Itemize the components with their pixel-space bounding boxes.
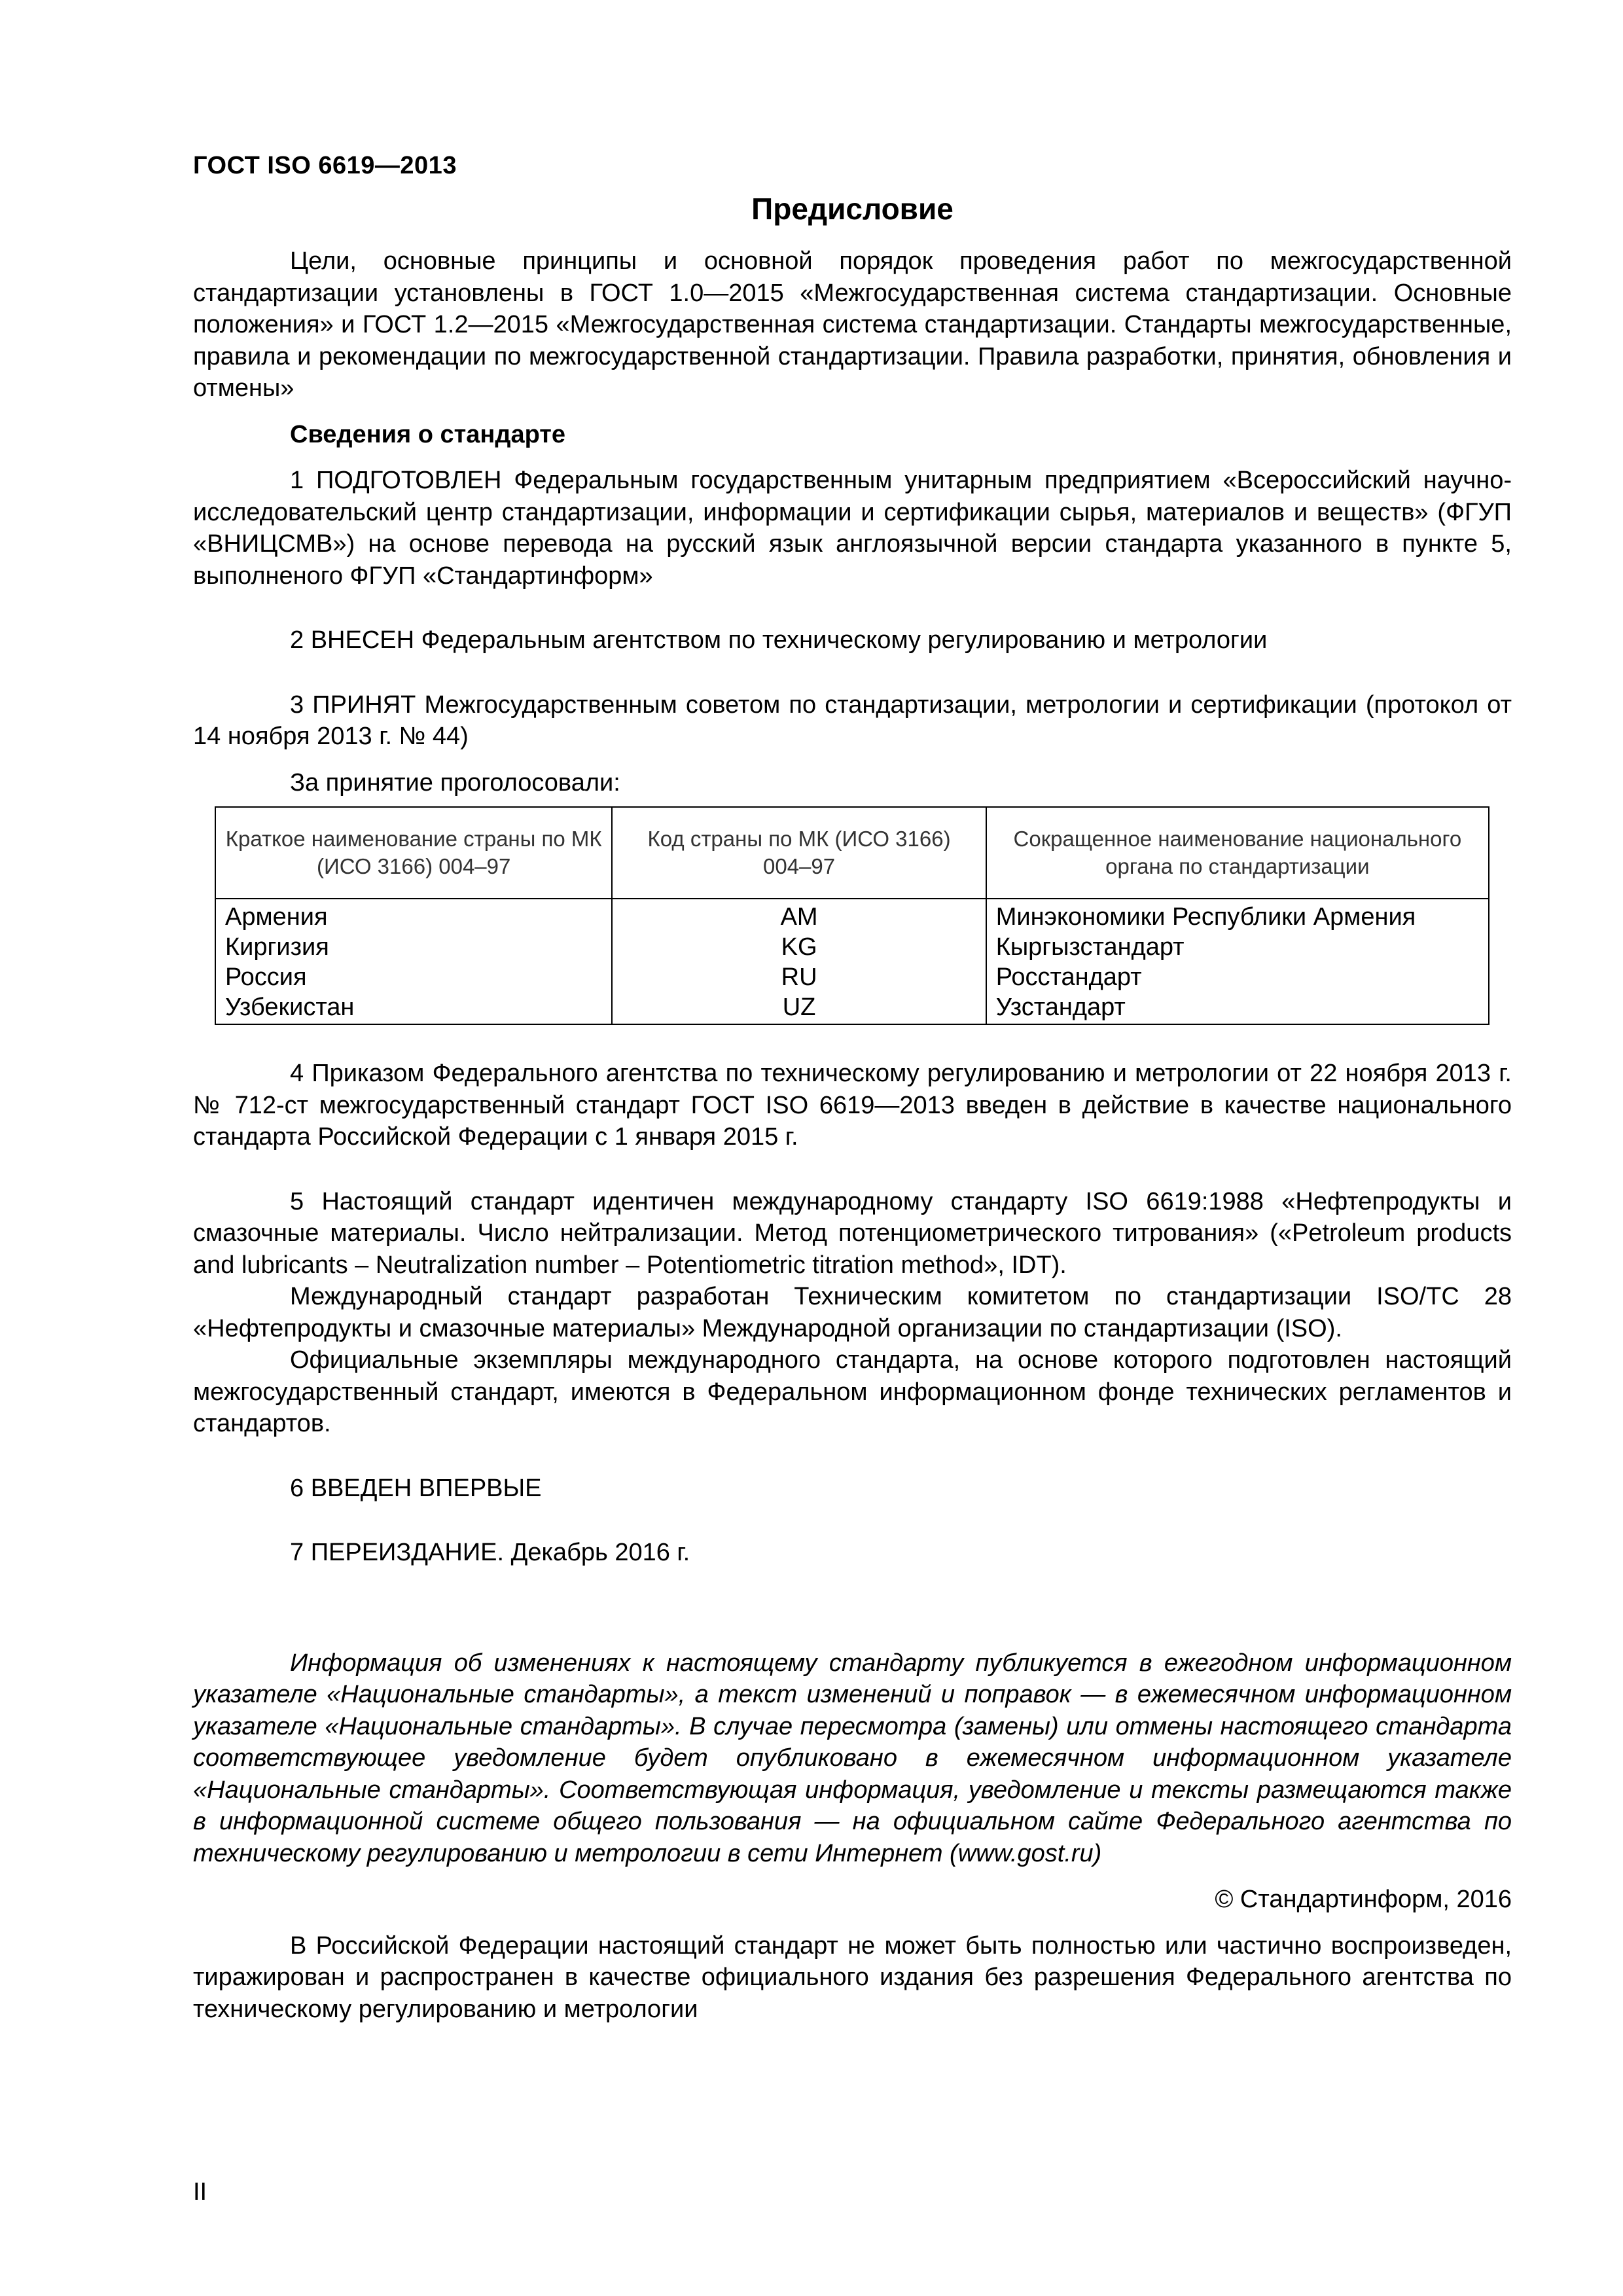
table-row bbox=[215, 899, 1489, 932]
item-1-paragraph: 1 ПОДГОТОВЛЕН Федеральным государственным унитарным предприятием «Всероссийский научно-исследовательский центр стандартизации, информации и сертификации сырья, материалов и веществ» (ФГУП «ВНИЦСМВ») на основе перевода на русский язык англоязычной версии стандарта указанного в пункте 5, выполненого ФГУП «Стандартинформ» bbox=[193, 467, 1512, 590]
intro-paragraph: Цели, основные принципы и основной порядок проведения работ по межгосударственной стандартизации установлены в ГОСТ 1.0—2015 «Межгосударственная система стандартизации. Основные положения» и ГОСТ 1.2—2015 «Межгосударственная система стандартизации. Стандарты межгосударственные, правила и рекомендации по межгосударственной стандартизации. Правила разработки, принятия, обновления и отмены» bbox=[193, 247, 1512, 402]
copyright-line: © Стандартинформ, 2016 bbox=[1215, 1886, 1512, 1913]
item-3-paragraph: 3 ПРИНЯТ Межгосударственным советом по стандартизации, метрологии и сертификации (протокол от 14 ноября 2013 г. № 44) bbox=[193, 691, 1512, 750]
page-number: II bbox=[193, 2178, 207, 2206]
standard-code-header: ГОСТ ISO 6619—2013 bbox=[193, 152, 457, 179]
table-header-body: Сокращенное наименование национального органа по стандартизации bbox=[986, 807, 1489, 899]
table-row bbox=[215, 962, 1489, 992]
table-cell-body: Кыргызстандарт bbox=[986, 932, 1489, 962]
voting-countries-table bbox=[215, 806, 1489, 1025]
item-4-paragraph: 4 Приказом Федерального агентства по техническому регулированию и метрологии от 22 ноября 2013 г. № 712-ст межгосударственный стандарт ГОСТ ISO 6619—2013 введен в действие в качестве национального стандарта Российской Федерации с 1 января 2015 г. bbox=[193, 1060, 1512, 1151]
legal-notice-paragraph: В Российской Федерации настоящий стандарт не может быть полностью или частично воспроизведен, тиражирован и распространен в качестве официального издания без разрешения Федерального агентства по техническому регулированию и метрологии bbox=[193, 1931, 1512, 2023]
document-page bbox=[193, 0, 1512, 2296]
changes-notice-paragraph: Информация об изменениях к настоящему стандарту публикуется в ежегодном информационном указателе «Национальные стандарты», а текст изменений и поправок — в ежемесячном информационном указателе «Национальные стандарты». В случае пересмотра (замены) или отмены настоящего стандарта соответствующее уведомление будет опубликовано в ежемесячном информационном указателе «Национальные стандарты». Соответствующая информация, уведомление и тексты размещаются также в информационной системе общего пользования — на официальном сайте Федерального агентства по техническому регулированию и метрологии в сети Интернет (www.gost.ru) bbox=[193, 1649, 1512, 1867]
table-cell-body: Минэкономики Республики Армения bbox=[986, 899, 1489, 932]
table-cell-body: Узстандарт bbox=[986, 992, 1489, 1024]
table-cell-code: AM bbox=[612, 899, 986, 932]
vote-caption: За принятие проголосовали: bbox=[290, 768, 620, 797]
item-5-official-copies-paragraph: Официальные экземпляры международного стандарта, на основе которого подготовлен настоящий межгосударственный стандарт, имеются в Федеральном информационном фонде технических регламентов и стандартов. bbox=[193, 1346, 1512, 1437]
table-row bbox=[215, 932, 1489, 962]
page-title: Предисловие bbox=[751, 192, 954, 226]
table-cell-country: Армения bbox=[215, 899, 612, 932]
table-row bbox=[215, 992, 1489, 1024]
item-5-tc-paragraph: Международный стандарт разработан Техническим комитетом по стандартизации ISO/TC 28 «Нефтепродукты и смазочные материалы» Международной организации по стандартизации (ISO). bbox=[193, 1283, 1512, 1342]
table-cell-code: KG bbox=[612, 932, 986, 962]
item-6-paragraph: 6 ВВЕДЕН ВПЕРВЫЕ bbox=[290, 1474, 542, 1502]
table-cell-country: Киргизия bbox=[215, 932, 612, 962]
table-cell-country: Узбекистан bbox=[215, 992, 612, 1024]
info-heading: Сведения о стандарте bbox=[290, 420, 566, 448]
item-7-paragraph: 7 ПЕРЕИЗДАНИЕ. Декабрь 2016 г. bbox=[290, 1539, 690, 1566]
table-cell-code: UZ bbox=[612, 992, 986, 1024]
table-cell-body: Росстандарт bbox=[986, 962, 1489, 992]
table-header-country: Краткое наименование страны по МК (ИСО 3166) 004–97 bbox=[215, 807, 612, 899]
table-header-row bbox=[215, 807, 1489, 899]
table-header-code: Код страны по МК (ИСО 3166) 004–97 bbox=[612, 807, 986, 899]
table-cell-country: Россия bbox=[215, 962, 612, 992]
item-2-paragraph: 2 ВНЕСЕН Федеральным агентством по техническому регулированию и метрологии bbox=[290, 626, 1268, 654]
document-body bbox=[193, 245, 1512, 2025]
item-5-paragraph: 5 Настоящий стандарт идентичен международному стандарту ISO 6619:1988 «Нефтепродукты и смазочные материалы. Число нейтрализации. Метод потенциометрического титрования» («Petroleum products and lubricants – Neutralization number – Potentiometric titration method», IDT). bbox=[193, 1187, 1512, 1279]
table-cell-code: RU bbox=[612, 962, 986, 992]
